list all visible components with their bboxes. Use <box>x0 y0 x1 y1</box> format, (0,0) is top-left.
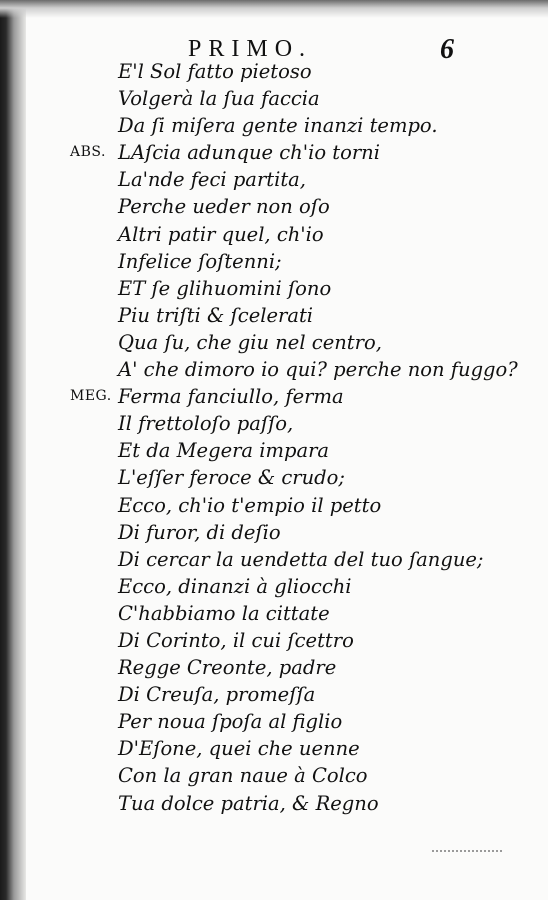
verse-line <box>0 790 548 817</box>
verse-text: Et da Megera impara <box>118 439 330 463</box>
verse-line <box>0 464 548 491</box>
verse-line <box>0 546 548 573</box>
verse-text: La'nde feci partita, <box>118 168 306 192</box>
verse-text: Volgerà la ſua faccia <box>118 87 320 111</box>
verse-text: Ecco, dinanzi à gliocchi <box>118 574 352 598</box>
verse-text: Piu triſti & ſcelerati <box>118 303 314 327</box>
verse-line <box>0 139 548 166</box>
verse-text: Perche ueder non oſo <box>118 195 330 219</box>
verse-text: E'l Sol fatto pietoso <box>118 60 312 83</box>
verse-line <box>0 627 548 654</box>
verse-line <box>0 654 548 681</box>
verse-line <box>0 681 548 708</box>
verse-text: LAſcia adunque ch'io torni <box>118 141 380 165</box>
verse-text: Con la gran naue à Colco <box>118 764 368 788</box>
verse-line <box>0 302 548 329</box>
verse-text: Ecco, ch'io t'empio il petto <box>118 493 382 517</box>
verse-block <box>0 58 548 817</box>
verse-line <box>0 112 548 139</box>
verse-text: C'habbiamo la cittate <box>118 601 330 625</box>
verse-text: Altri patir quel, ch'io <box>118 222 324 246</box>
verse-text: Regge Creonte, padre <box>118 656 337 680</box>
verse-text: Di Corinto, il cui ſcettro <box>118 628 354 652</box>
verse-text: Di cercar la uendetta del tuo ſangue; <box>118 547 484 571</box>
verse-line <box>0 735 548 762</box>
verse-line <box>0 383 548 410</box>
verse-line <box>0 166 548 193</box>
speaker-label: MEG. <box>70 388 112 405</box>
verse-text: Ferma fanciullo, ferma <box>118 385 344 409</box>
running-head: PRIMO. <box>188 36 313 62</box>
verse-line <box>0 600 548 627</box>
bottom-mark <box>432 850 502 860</box>
verse-line <box>0 708 548 735</box>
verse-text: Tua dolce patria, & Regno <box>118 791 379 815</box>
verse-line <box>0 58 548 85</box>
page-number: 6 <box>440 34 454 65</box>
verse-line <box>0 248 548 275</box>
verse-line <box>0 437 548 464</box>
verse-text: ET ſe glihuomini ſono <box>118 276 332 300</box>
verse-line <box>0 193 548 220</box>
verse-text: Di furor, di deſio <box>118 520 281 544</box>
verse-text: Di Creuſa, promeſſa <box>118 683 316 707</box>
page-top-edge <box>0 0 548 18</box>
verse-text: Per noua ſpoſa al figlio <box>118 710 343 734</box>
verse-line <box>0 85 548 112</box>
verse-line <box>0 275 548 302</box>
speaker-label: ABS. <box>70 144 106 161</box>
verse-text: D'Eſone, quei che uenne <box>118 737 360 761</box>
verse-line <box>0 329 548 356</box>
verse-text: L'eſſer feroce & crudo; <box>118 466 345 490</box>
verse-line <box>0 519 548 546</box>
verse-text: Da ſi miſera gente inanzi tempo. <box>118 114 438 138</box>
verse-text: Il frettoloſo paſſo, <box>118 412 294 436</box>
verse-text: Qua ſu, che giu nel centro, <box>118 330 382 354</box>
verse-text: A' che dimoro io qui? perche non fuggo? <box>118 358 518 382</box>
verse-line <box>0 573 548 600</box>
verse-line <box>0 221 548 248</box>
verse-line <box>0 410 548 437</box>
verse-line <box>0 492 548 519</box>
verse-line <box>0 356 548 383</box>
verse-text: Infelice ſoſtenni; <box>118 249 282 273</box>
verse-line <box>0 762 548 789</box>
